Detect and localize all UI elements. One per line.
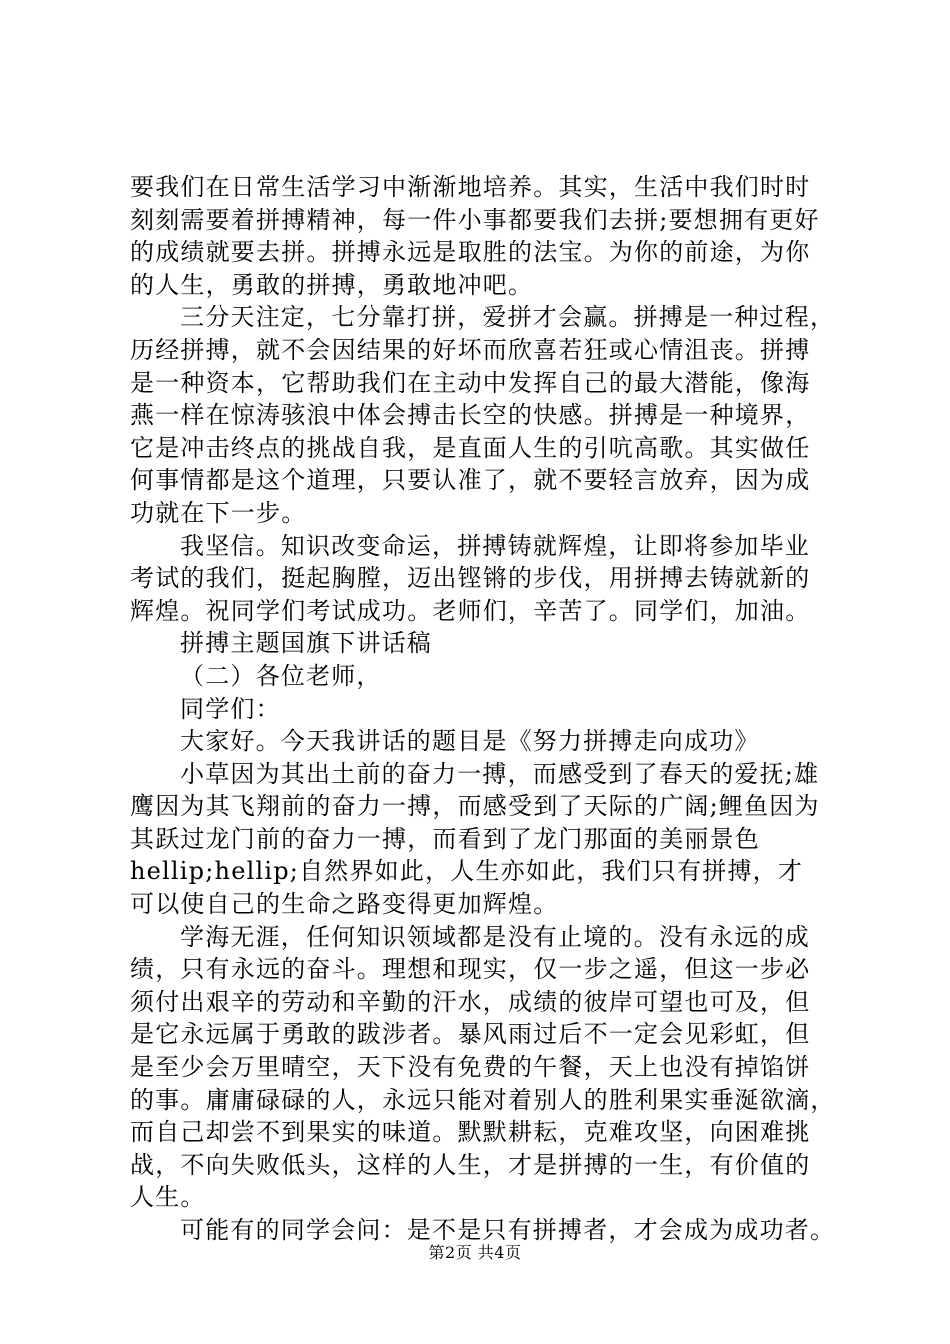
text-line: 是至少会万里晴空，天下没有免费的午餐，天上也没有掉馅饼 — [130, 1053, 811, 1082]
text-line: 小草因为其出土前的奋力一搏，而感受到了春天的爱抚;雄 — [180, 759, 820, 788]
text-line: 大家好。今天我讲话的题目是《努力拼搏走向成功》 — [180, 727, 760, 756]
text-line: 的成绩就要去拼。拼搏永远是取胜的法宝。为你的前途，为你 — [130, 238, 811, 267]
text-line: （二）各位老师， — [180, 661, 382, 690]
text-line: 须付出艰辛的劳动和辛勤的汗水，成绩的彼岸可望也可及，但 — [130, 987, 811, 1016]
text-line: 拼搏主题国旗下讲话稿 — [180, 629, 432, 658]
text-line: 可能有的同学会问：是不是只有拼搏者，才会成为成功者。 — [180, 1216, 836, 1244]
text-line: 的事。庸庸碌碌的人，永远只能对着别人的胜利果实垂涎欲滴， — [130, 1085, 836, 1114]
text-line: 可以使自己的生命之路变得更加辉煌。 — [130, 890, 559, 919]
text-line: 历经拼搏，就不会因结果的好坏而欣喜若狂或心情沮丧。拼搏 — [130, 335, 811, 364]
text-line: 三分天注定，七分靠打拼，爱拼才会赢。拼搏是一种过程， — [180, 303, 836, 332]
text-line: 鹰因为其飞翔前的奋力一搏，而感受到了天际的广阔;鲤鱼因为 — [130, 792, 820, 821]
text-line: 要我们在日常生活学习中渐渐地培养。其实，生活中我们时时 — [130, 173, 811, 201]
text-line: 刻刻需要着拼搏精神，每一件小事都要我们去拼;要想拥有更好 — [130, 205, 820, 234]
text-line: 战，不向失败低头，这样的人生，才是拼搏的一生，有价值的 — [130, 1150, 811, 1179]
text-line: 其跃过龙门前的奋力一搏，而看到了龙门那面的美丽景色 — [130, 824, 760, 853]
text-line: 燕一样在惊涛骇浪中体会搏击长空的快感。拼搏是一种境界， — [130, 401, 811, 430]
body-text — [130, 171, 860, 1247]
text-line: 绩，只有永远的奋斗。理想和现实，仅一步之遥，但这一步必 — [130, 955, 811, 984]
text-line: 人生。 — [130, 1183, 206, 1212]
text-line: 学海无涯，任何知识领域都是没有止境的。没有永远的成 — [180, 922, 810, 951]
text-line: 同学们： — [180, 694, 281, 723]
text-line: 考试的我们，挺起胸膛，迈出铿锵的步伐，用拼搏去铸就新的 — [130, 564, 811, 593]
text-line: 是一种资本，它帮助我们在主动中发挥自己的最大潜能，像海 — [130, 368, 811, 397]
text-line: 而自己却尝不到果实的味道。默默耕耘，克难攻坚，向困难挑 — [130, 1118, 811, 1147]
text-line: hellip;hellip;自然界如此，人生亦如此，我们只有拼搏，才 — [130, 857, 804, 886]
text-line: 何事情都是这个道理，只要认准了，就不要轻言放弃，因为成 — [130, 466, 811, 495]
page-footer: 第2页 共4页 — [428, 1243, 522, 1262]
text-line: 辉煌。祝同学们考试成功。老师们，辛苦了。同学们，加油。 — [130, 596, 811, 625]
text-line: 功就在下一步。 — [130, 498, 307, 527]
text-line: 是它永远属于勇敢的跋涉者。暴风雨过后不一定会见彩虹，但 — [130, 1020, 811, 1049]
text-line: 它是冲击终点的挑战自我，是直面人生的引吭高歌。其实做任 — [130, 433, 811, 462]
text-line: 的人生，勇敢的拼搏，勇敢地冲吧。 — [130, 270, 534, 299]
text-line: 我坚信。知识改变命运，拼搏铸就辉煌，让即将参加毕业 — [180, 531, 810, 560]
